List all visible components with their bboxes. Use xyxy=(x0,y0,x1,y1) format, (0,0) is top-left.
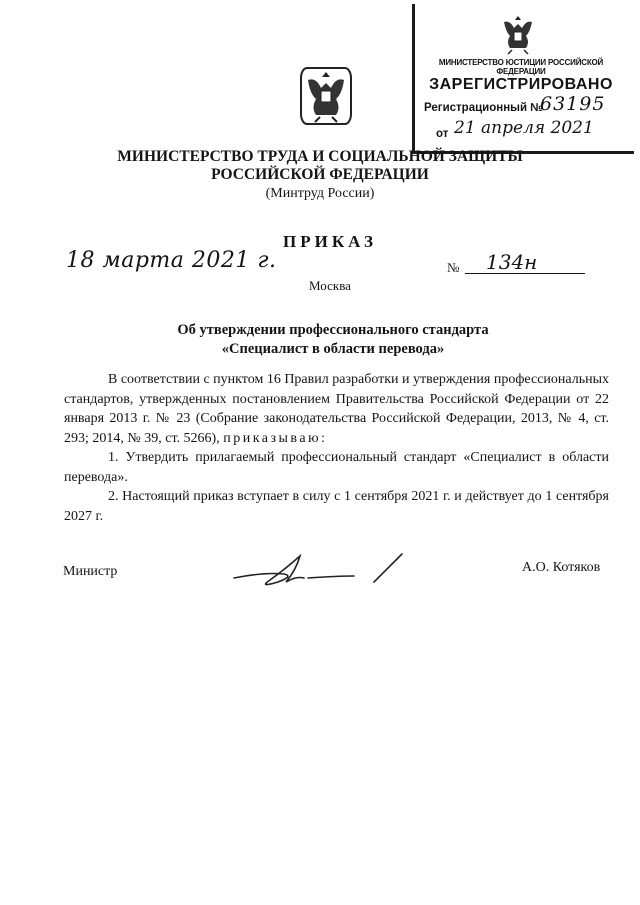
org-short-name: (Минтруд России) xyxy=(265,186,375,201)
coat-of-arms-icon xyxy=(298,64,354,128)
order-number: 134н xyxy=(486,250,538,274)
stamp-emblem-icon xyxy=(498,12,538,56)
stamp-reg-number: 63195 xyxy=(540,93,606,115)
signer-name: А.О. Котяков xyxy=(522,560,601,575)
stamp-reg-number-label: Регистрационный № xyxy=(424,102,544,114)
order-title-line1: Об утверждении профессионального стандарта xyxy=(177,322,489,338)
order-title-line2: «Специалист в области перевода» xyxy=(221,341,445,357)
stamp-registered-title: ЗАРЕГИСТРИРОВАНО xyxy=(429,76,613,93)
order-date: 18 марта 2021 г. xyxy=(66,248,277,273)
item-2: 2. Настоящий приказ вступает в силу с 1 сентября 2021 г. и действует до 1 сентября 2027 г. xyxy=(64,489,609,524)
stamp-ministry: МИНИСТЕРСТВО ЮСТИЦИИ РОССИЙСКОЙ ФЕДЕРАЦИИ xyxy=(438,58,604,76)
order-number-label: № xyxy=(447,260,460,275)
signer-role: Министр xyxy=(63,564,118,579)
stamp-date: 21 апреля 2021 xyxy=(454,118,594,138)
preamble-text: В соответствии с пунктом 16 Правил разработки и утверждения профессиональных стандартов, утвержденных постановлением Правительства Российской Федерации от 22 января 2013 г. № 23 (Собрание законодательства Российской Федерации, 2013, № 4, ст. 293; 2014, № 39, ст. 5266), xyxy=(64,372,609,446)
order-city: Москва xyxy=(309,278,351,293)
order-number-underline xyxy=(465,273,585,274)
handwritten-signature xyxy=(228,552,418,592)
stamp-date-label: от xyxy=(436,128,449,140)
preamble-paragraph xyxy=(64,370,609,448)
item-1: 1. Утвердить прилагаемый профессиональный стандарт «Специалист в области перевода». xyxy=(64,450,609,485)
document-type: ПРИКАЗ xyxy=(283,232,377,251)
order-body xyxy=(64,370,609,526)
org-name-line2: РОССИЙСКОЙ ФЕДЕРАЦИИ xyxy=(211,166,429,183)
order-word: приказываю: xyxy=(223,430,328,446)
org-name-line1: МИНИСТЕРСТВО ТРУДА И СОЦИАЛЬНОЙ ЗАЩИТЫ xyxy=(117,148,523,165)
